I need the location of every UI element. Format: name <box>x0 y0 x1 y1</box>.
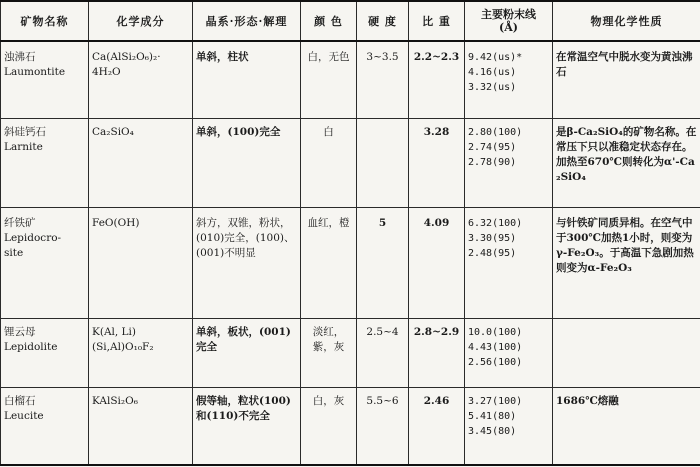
color-cell: 白 <box>301 119 357 208</box>
powder-line: 4.43(100) <box>468 342 523 353</box>
properties-cell: 1686℃熔融 <box>553 388 700 466</box>
properties-cell: 是β-Ca₂SiO₄的矿物名称。在常压下只以准稳定状态存在。加热至670℃则转化为α'-Ca₂SiO₄ <box>553 119 700 208</box>
header-crystal: 晶系·形态·解理 <box>193 1 301 41</box>
powder-cell <box>465 208 553 319</box>
color-cell: 淡红，紫，灰 <box>301 319 357 388</box>
header-properties: 物理化学性质 <box>553 1 700 41</box>
hardness-cell: 2.5~4 <box>357 319 409 388</box>
table-row <box>1 41 700 119</box>
powder-line: 9.42(us)* <box>468 52 523 63</box>
crystal-cell: 单斜，柱状 <box>193 41 301 119</box>
density-cell: 4.09 <box>409 208 465 319</box>
mineral-name-en: Leucite <box>4 410 44 422</box>
header-powder-line1: 主要粉末线 <box>481 8 536 21</box>
mineral-name-cell <box>1 388 89 466</box>
powder-line: 3.30(95) <box>468 233 517 244</box>
header-hardness: 硬 度 <box>357 1 409 41</box>
mineral-name-cell <box>1 208 89 319</box>
mineral-name-cell <box>1 119 89 208</box>
header-powder <box>465 1 553 41</box>
formula-line: Ca₂SiO₄ <box>92 126 134 138</box>
powder-line: 10.0(100) <box>468 327 523 338</box>
powder-cell <box>465 119 553 208</box>
color-cell: 白，灰 <box>301 388 357 466</box>
hardness-cell: 5 <box>357 208 409 319</box>
mineral-name-cn: 白榴石 <box>4 395 36 407</box>
hardness-cell: 5.5~6 <box>357 388 409 466</box>
formula-line: 4H₂O <box>92 66 121 78</box>
density-cell: 3.28 <box>409 119 465 208</box>
formula-cell <box>89 41 193 119</box>
mineral-name-cn: 浊沸石 <box>4 51 36 63</box>
formula-line: KAlSi₂O₆ <box>92 395 138 407</box>
crystal-cell: 斜方，双锥，粉状，(010)完全，(100)、(001)不明显 <box>193 208 301 319</box>
formula-line: FeO(OH) <box>92 217 140 229</box>
powder-line: 4.16(us) <box>468 67 517 78</box>
powder-line: 3.32(us) <box>468 82 517 93</box>
hardness-cell: 3~3.5 <box>357 41 409 119</box>
powder-line: 5.41(80) <box>468 411 517 422</box>
header-powder-unit: (Å) <box>499 21 518 34</box>
density-cell: 2.46 <box>409 388 465 466</box>
properties-cell <box>553 319 700 388</box>
powder-line: 2.48(95) <box>468 248 517 259</box>
header-color: 颜 色 <box>301 1 357 41</box>
table-row <box>1 208 700 319</box>
table-row <box>1 119 700 208</box>
formula-line: Ca(AlSi₂O₆)₂· <box>92 51 161 63</box>
crystal-cell: 假等轴，粒状(100)和(110)不完全 <box>193 388 301 466</box>
mineral-name-en: Larnite <box>4 141 43 153</box>
mineral-name-cn: 纤铁矿 <box>4 217 36 229</box>
formula-cell <box>89 119 193 208</box>
header-formula: 化学成分 <box>89 1 193 41</box>
header-density: 比 重 <box>409 1 465 41</box>
mineral-name-en: site <box>4 247 24 259</box>
properties-cell: 在常温空气中脱水变为黄浊沸石 <box>553 41 700 119</box>
mineral-name-cn: 锂云母 <box>4 326 36 338</box>
powder-cell <box>465 319 553 388</box>
powder-cell <box>465 388 553 466</box>
mineral-name-en: Laumontite <box>4 66 66 78</box>
powder-line: 2.74(95) <box>468 142 517 153</box>
crystal-cell: 单斜，(100)完全 <box>193 119 301 208</box>
crystal-cell: 单斜，板状，(001)完全 <box>193 319 301 388</box>
powder-line: 3.45(80) <box>468 426 517 437</box>
density-cell: 2.8~2.9 <box>409 319 465 388</box>
table-header-row <box>1 1 700 41</box>
header-name: 矿物名称 <box>1 1 89 41</box>
mineral-name-en: Lepidolite <box>4 341 58 353</box>
formula-cell <box>89 208 193 319</box>
hardness-cell <box>357 119 409 208</box>
mineral-name-en: Lepidocro- <box>4 232 62 244</box>
formula-cell <box>89 388 193 466</box>
powder-line: 2.56(100) <box>468 357 523 368</box>
formula-line: (Si,Al)O₁₀F₂ <box>92 341 154 353</box>
density-cell: 2.2~2.3 <box>409 41 465 119</box>
table-row <box>1 388 700 466</box>
properties-cell: 与针铁矿同质异相。在空气中于300℃加热1小时，则变为γ-Fe₂O₃。于高温下急剧加热则变为α-Fe₂O₃ <box>553 208 700 319</box>
color-cell: 白，无色 <box>301 41 357 119</box>
color-cell: 血红，橙 <box>301 208 357 319</box>
powder-line: 2.78(90) <box>468 157 517 168</box>
formula-line: K(Al, Li) <box>92 326 136 338</box>
table-row <box>1 319 700 388</box>
mineral-name-cell <box>1 319 89 388</box>
powder-line: 2.80(100) <box>468 127 523 138</box>
formula-cell <box>89 319 193 388</box>
powder-line: 3.27(100) <box>468 396 523 407</box>
mineral-name-cell <box>1 41 89 119</box>
mineral-name-cn: 斜硅钙石 <box>4 126 46 138</box>
powder-cell <box>465 41 553 119</box>
powder-line: 6.32(100) <box>468 218 523 229</box>
